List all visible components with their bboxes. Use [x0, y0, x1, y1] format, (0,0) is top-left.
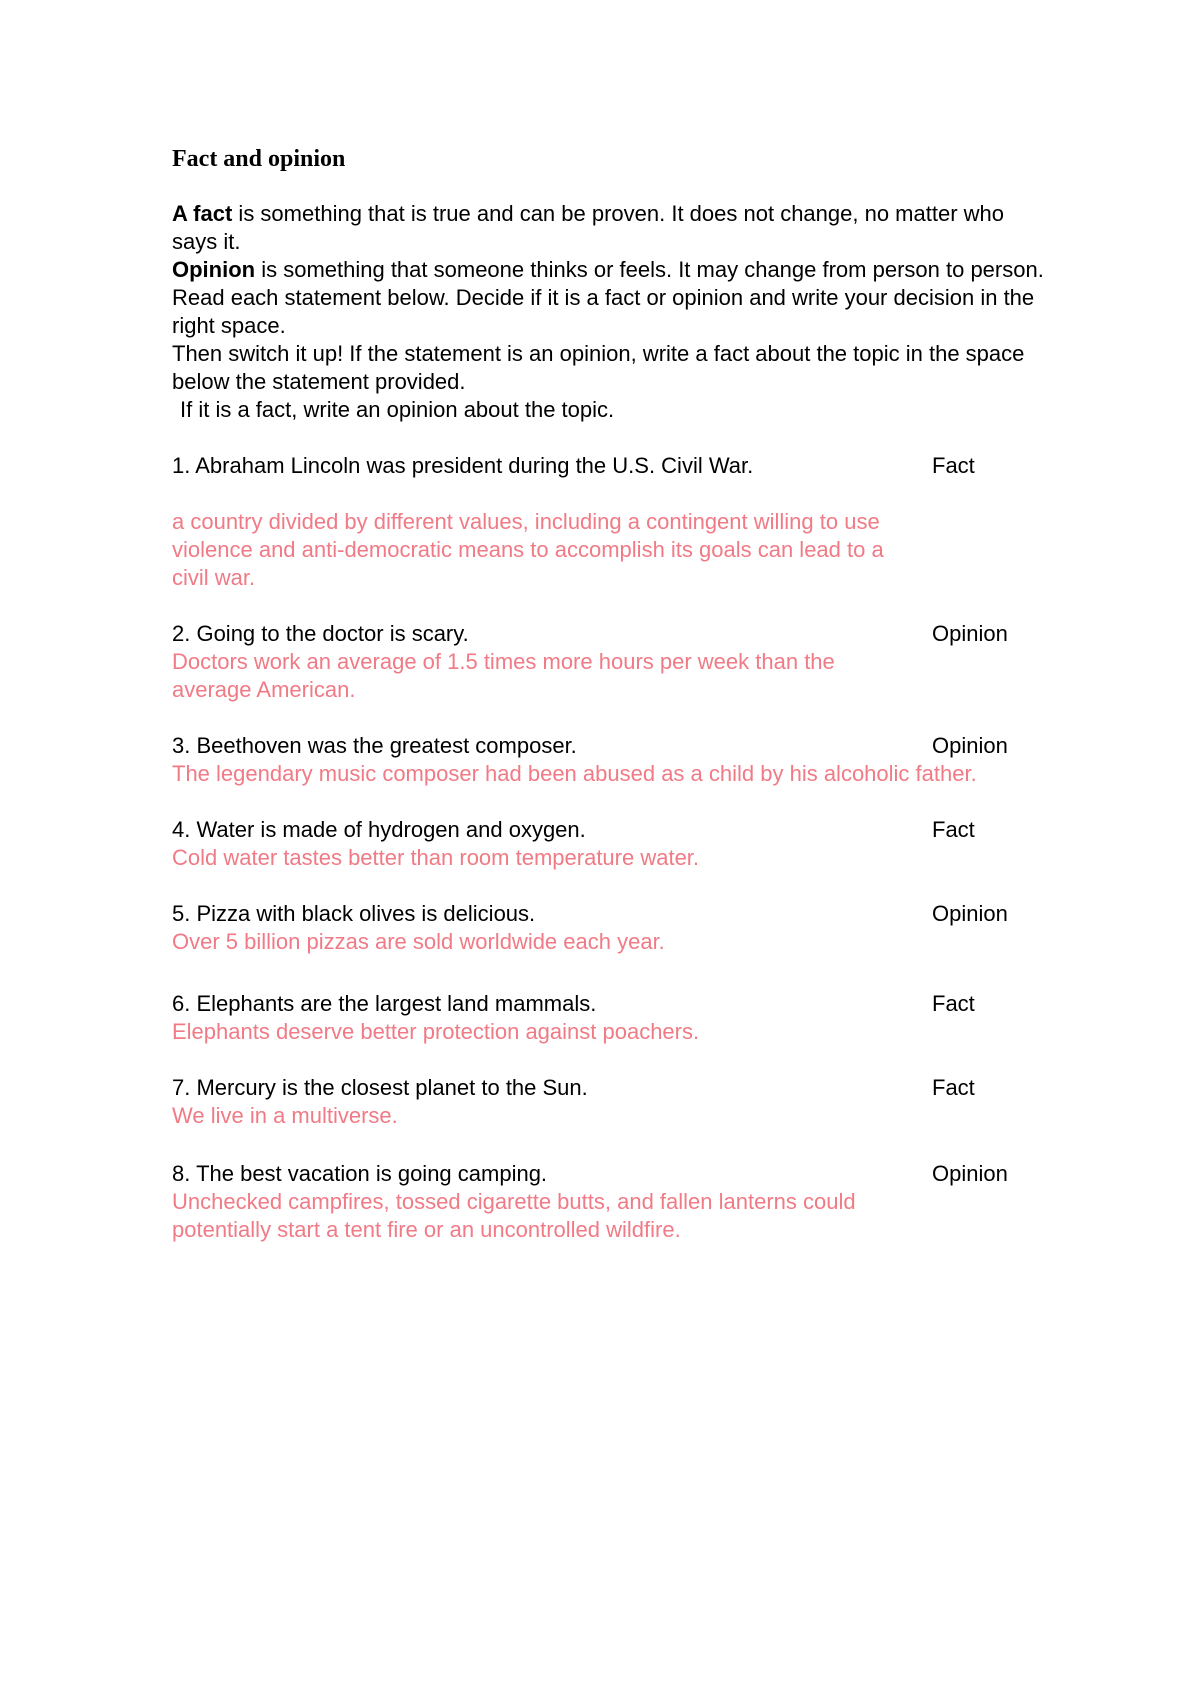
fact-opinion-label: Opinion	[932, 621, 1008, 646]
question-item	[172, 732, 1052, 788]
fact-opinion-label: Fact	[932, 817, 975, 842]
answer-text: We live in a multiverse.	[172, 1103, 398, 1128]
instruction-read: Read each statement below. Decide if it is a fact or opinion and write your decision in the right space.	[172, 285, 1035, 338]
answer-text: Elephants deserve better protection against poachers.	[172, 1019, 700, 1044]
opinion-term: Opinion	[172, 257, 256, 282]
question-row	[172, 1160, 1052, 1188]
statement-text: 8. The best vacation is going camping.	[172, 1161, 548, 1186]
question-item	[172, 900, 1052, 956]
answer-text: a country divided by different values, including a contingent willing to use violence and anti-democratic means to accomplish its goals can lead to a civil war.	[172, 509, 884, 590]
statement-text: 4. Water is made of hydrogen and oxygen.	[172, 817, 586, 842]
intro-section	[172, 200, 1052, 424]
fact-opinion-label: Fact	[932, 991, 975, 1016]
question-row	[172, 816, 1052, 844]
question-item	[172, 990, 1052, 1046]
fact-opinion-label: Fact	[932, 1075, 975, 1100]
question-row	[172, 1074, 1052, 1102]
instruction-switch: Then switch it up! If the statement is an opinion, write a fact about the topic in the space below the statement provided.	[172, 341, 1025, 394]
statement-text: 2. Going to the doctor is scary.	[172, 621, 469, 646]
question-row	[172, 620, 1052, 648]
answer-text: Cold water tastes better than room temperature water.	[172, 845, 700, 870]
question-item	[172, 1074, 1052, 1130]
statement-text: 3. Beethoven was the greatest composer.	[172, 733, 577, 758]
question-row	[172, 732, 1052, 760]
statement-text: 7. Mercury is the closest planet to the Sun.	[172, 1075, 588, 1100]
fact-opinion-label: Opinion	[932, 1161, 1008, 1186]
question-item	[172, 1160, 1052, 1244]
fact-opinion-label: Opinion	[932, 733, 1008, 758]
fact-definition	[172, 200, 1052, 256]
opinion-definition-text: is something that someone thinks or feels. It may change from person to person.	[255, 257, 1044, 282]
question-item	[172, 620, 1052, 704]
document-title: Fact and opinion	[172, 146, 346, 172]
instruction-fact-note: If it is a fact, write an opinion about the topic.	[180, 397, 615, 422]
answer-text: The legendary music composer had been abused as a child by his alcoholic father.	[172, 761, 977, 786]
question-row	[172, 990, 1052, 1018]
statement-text: 5. Pizza with black olives is delicious.	[172, 901, 536, 926]
statement-text: 6. Elephants are the largest land mammals.	[172, 991, 597, 1016]
fact-definition-text: is something that is true and can be proven. It does not change, no matter who says it.	[172, 201, 1004, 254]
question-item	[172, 816, 1052, 872]
answer-text: Over 5 billion pizzas are sold worldwide each year.	[172, 929, 665, 954]
opinion-definition	[172, 256, 1052, 284]
question-row	[172, 452, 1052, 480]
question-item	[172, 452, 1052, 592]
question-row	[172, 900, 1052, 928]
statement-text: 1. Abraham Lincoln was president during the U.S. Civil War.	[172, 453, 754, 478]
fact-term: A fact	[172, 201, 233, 226]
answer-text: Doctors work an average of 1.5 times more hours per week than the average American.	[172, 649, 835, 702]
fact-opinion-label: Opinion	[932, 901, 1008, 926]
document-content	[172, 143, 1052, 1244]
fact-opinion-label: Fact	[932, 453, 975, 478]
answer-text: Unchecked campfires, tossed cigarette butts, and fallen lanterns could potentially start a tent fire or an uncontrolled wildfire.	[172, 1189, 856, 1242]
